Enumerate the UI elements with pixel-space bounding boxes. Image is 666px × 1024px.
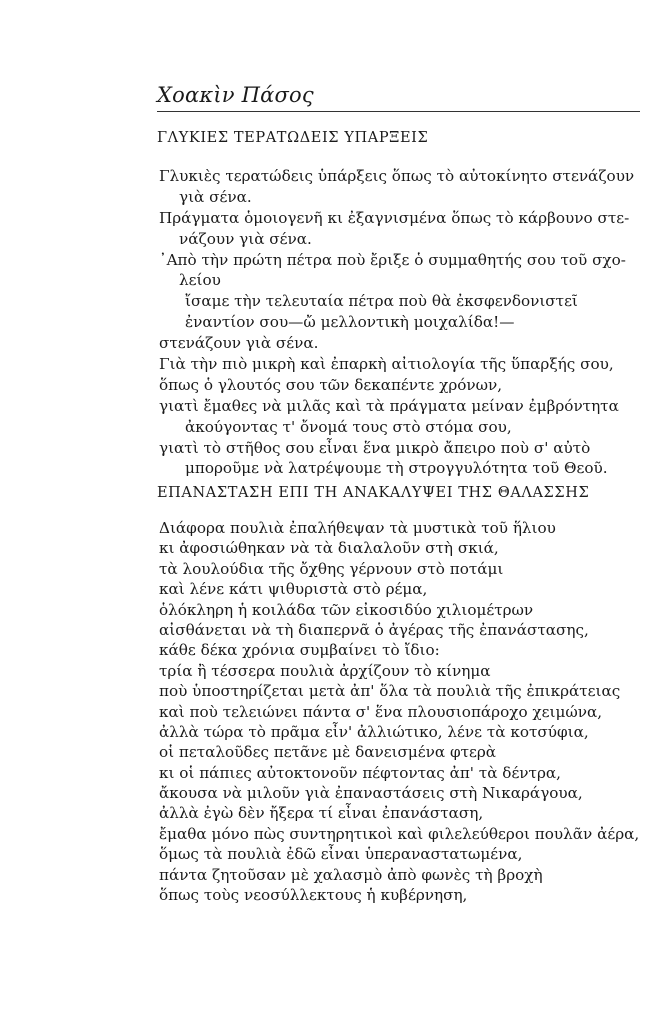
- poem-line: ἀλλὰ τώρα τὸ πρᾶμα εἶν' ἀλλιώτικο, λένε τὰ κοτσύφια,: [159, 722, 589, 741]
- poem-line: Διάφορα πουλιὰ ἐπαλήθεψαν τὰ μυστικὰ τοῦ ἥλιου: [159, 519, 556, 537]
- poem-line: ἴσαμε τὴν τελευταία πέτρα ποὺ θὰ ἐκσφενδονιστεῖ: [185, 292, 578, 311]
- poem-line: ἔμαθα μόνο πὼς συντηρητικοὶ καὶ φιλελεύθεροι πουλᾶν ἀέρα,: [159, 824, 640, 843]
- poem-line: γιατὶ ἔμαθες νὰ μιλᾶς καὶ τὰ πράγματα μείναν ἐμβρόντητα: [159, 396, 619, 415]
- poem-line: αἰσθάνεται νὰ τὴ διαπερνᾶ ὁ ἀγέρας τῆς ἐπανάστασης,: [159, 620, 589, 639]
- poem-title: ΓΛΥΚΙΕΣ ΤΕΡΑΤΩΔΕΙΣ ΥΠΑΡΞΕΙΣ: [157, 130, 429, 146]
- poem-line: ὅπως τοὺς νεοσύλλεκτους ἡ κυβέρνηση,: [159, 886, 468, 905]
- poem-line: τὰ λουλούδια τῆς ὄχθης γέρνουν στὸ ποτάμι: [159, 559, 504, 578]
- poem-line: ἐναντίον σου—ὤ μελλοντικὴ μοιχαλίδα!—: [185, 313, 515, 332]
- poem-line: γιατὶ τὸ στῆθος σου εἶναι ἕνα μικρὸ ἄπειρο ποὺ σ' αὐτὸ: [159, 438, 591, 457]
- poem-line: καὶ λένε κάτι ψιθυριστὰ στὸ ρέμα,: [159, 580, 428, 599]
- poem-line: καὶ ποὺ τελειώνει πάντα σ' ἕνα πλουσιοπάροχο χειμώνα,: [159, 702, 603, 721]
- poem-line: κι ἀφοσιώθηκαν νὰ τὰ διαλαλοῦν στὴ σκιά,: [159, 539, 499, 558]
- poem-line: Γιὰ τὴν πιὸ μικρὴ καὶ ἐπαρκὴ αἰτιολογία τῆς ὕπαρξής σου,: [159, 355, 614, 374]
- poem-line: κι οἱ πάπιες αὐτοκτονοῦν πέφτοντας ἀπ' τὰ δέντρα,: [159, 763, 561, 782]
- poem-body: [0, 518, 639, 905]
- poem-line: ὁλόκληρη ἡ κοιλάδα τῶν εἰκοσιδύο χιλιομέτρων: [159, 600, 534, 619]
- poem-line: κάθε δέκα χρόνια συμβαίνει τὸ ἴδιο:: [159, 641, 440, 660]
- poem-line: νάζουν γιὰ σένα.: [179, 229, 312, 248]
- poem-line: μποροῦμε νὰ λατρέψουμε τὴ στρογγυλότητα τοῦ Θεοῦ.: [185, 459, 608, 478]
- poem-line: Πράγματα ὁμοιογενῆ κι ἐξαγνισμένα ὅπως τὸ κάρβουνο στε-: [159, 208, 630, 227]
- poem-line: ἀλλὰ ἐγὼ δὲν ἤξερα τί εἶναι ἐπανάσταση,: [159, 804, 484, 823]
- poem-line: ἄκουσα νὰ μιλοῦν γιὰ ἐπαναστάσεις στὴ Νικαράγουα,: [159, 784, 583, 803]
- poem-line: Γλυκιὲς τερατώδεις ὑπάρξεις ὅπως τὸ αὐτοκίνητο στενάζουν: [159, 167, 635, 185]
- poem-line: τρία ἢ τέσσερα πουλιὰ ἀρχίζουν τὸ κίνημα: [159, 661, 491, 680]
- author-name: Χοακὶν Πάσος: [157, 83, 314, 107]
- poem-title: ΕΠΑΝΑΣΤΑΣΗ ΕΠΙ ΤΗ ΑΝΑΚΑΛΥΨΕΙ ΤΗΣ ΘΑΛΑΣΣΗΣ: [157, 485, 590, 501]
- poem-line: γιὰ σένα.: [179, 187, 252, 206]
- poem-line: οἱ πεταλοῦδες πετᾶνε μὲ δανεισμένα φτερὰ: [159, 743, 497, 762]
- poem-line: ᾿Απὸ τὴν πρώτη πέτρα ποὺ ἔριξε ὁ συμμαθητής σου τοῦ σχο-: [159, 250, 626, 269]
- poem-line: λείου: [179, 271, 221, 290]
- poem-line: πάντα ζητοῦσαν μὲ χαλασμὸ ἀπὸ φωνὲς τὴ βροχὴ: [159, 865, 543, 884]
- header-rule: [157, 111, 640, 112]
- poem-line: ὅμως τὰ πουλιὰ ἐδῶ εἶναι ὑπεραναστατωμένα,: [159, 845, 523, 864]
- poem-line: στενάζουν γιὰ σένα.: [159, 334, 319, 353]
- poem-line: ὅπως ὁ γλουτός σου τῶν δεκαπέντε χρόνων,: [159, 375, 503, 394]
- poem-body: [0, 166, 634, 479]
- poem-line: ποὺ ὑποστηρίζεται μετὰ ἀπ' ὅλα τὰ πουλιὰ τῆς ἐπικράτειας: [159, 682, 621, 701]
- poem-line: ἀκούγοντας τ' ὄνομά τους στὸ στόμα σου,: [185, 417, 512, 436]
